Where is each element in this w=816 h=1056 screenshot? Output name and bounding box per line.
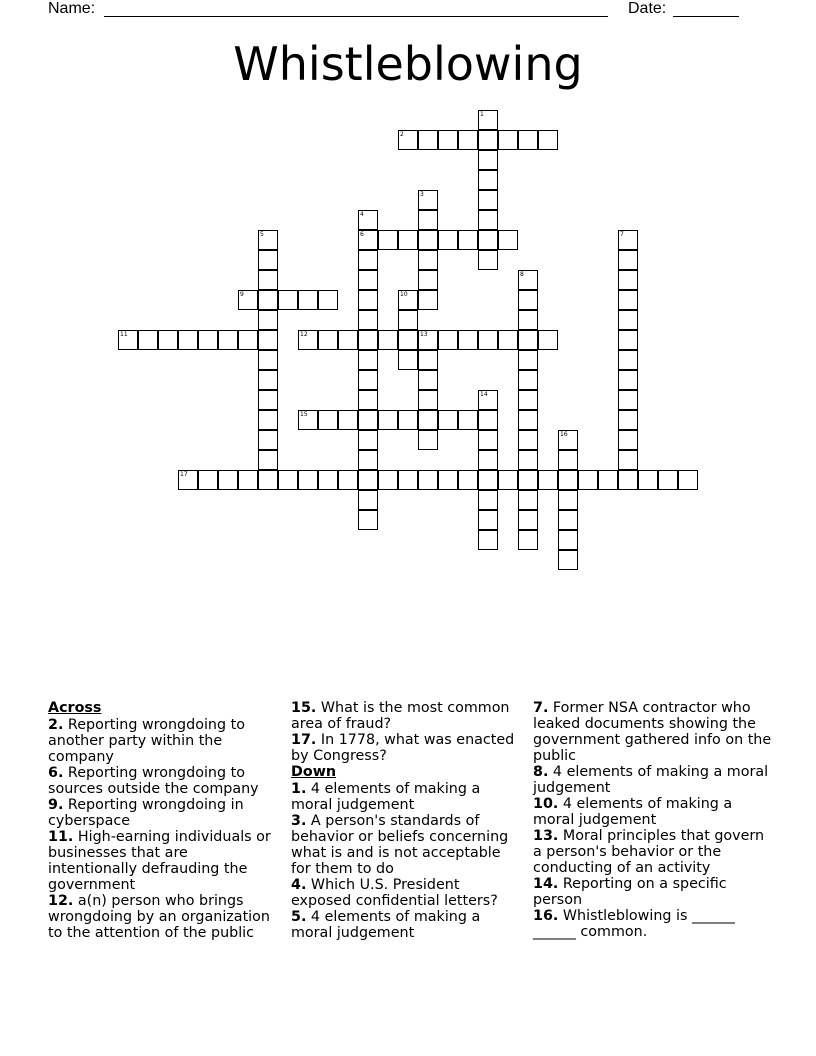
clue-text: Reporting wrongdoing to another party within the company bbox=[48, 717, 245, 765]
grid-cell[interactable] bbox=[398, 470, 418, 490]
grid-cell[interactable] bbox=[518, 430, 538, 450]
grid-cell[interactable] bbox=[358, 330, 378, 350]
grid-cell[interactable] bbox=[338, 470, 358, 490]
clue-number-label: 16 bbox=[560, 431, 568, 438]
clue-number: 2. bbox=[48, 717, 64, 733]
clue-number-label: 9 bbox=[240, 291, 244, 298]
down-clue bbox=[533, 700, 773, 764]
clues-column-3 bbox=[533, 700, 773, 940]
clue-number-label: 11 bbox=[120, 331, 128, 338]
grid-cell[interactable] bbox=[438, 410, 458, 430]
grid-cell[interactable] bbox=[618, 290, 638, 310]
grid-cell[interactable] bbox=[478, 410, 498, 430]
grid-cell[interactable] bbox=[478, 170, 498, 190]
grid-cell[interactable] bbox=[538, 130, 558, 150]
grid-cell[interactable] bbox=[618, 430, 638, 450]
grid-cell[interactable] bbox=[598, 470, 618, 490]
grid-cell[interactable] bbox=[398, 330, 418, 350]
clue-number-label: 14 bbox=[480, 391, 488, 398]
grid-cell[interactable] bbox=[618, 370, 638, 390]
grid-cell[interactable] bbox=[478, 530, 498, 550]
grid-cell[interactable] bbox=[478, 330, 498, 350]
grid-cell[interactable] bbox=[618, 350, 638, 370]
grid-cell[interactable] bbox=[298, 470, 318, 490]
clue-text: Moral principles that govern a person's behavior or the conducting of an activity bbox=[533, 828, 765, 876]
grid-cell[interactable] bbox=[318, 290, 338, 310]
grid-cell[interactable] bbox=[178, 330, 198, 350]
grid-cell[interactable] bbox=[518, 530, 538, 550]
down-clue bbox=[533, 764, 773, 796]
clue-number: 3. bbox=[291, 813, 307, 829]
grid-cell[interactable] bbox=[618, 410, 638, 430]
down-clues-part-1 bbox=[291, 781, 523, 941]
down-clues-part-2 bbox=[533, 700, 773, 940]
clue-text: Former NSA contractor who leaked documents showing the government gathered info on the public bbox=[533, 700, 772, 764]
grid-cell[interactable] bbox=[558, 510, 578, 530]
grid-cell[interactable] bbox=[358, 390, 378, 410]
grid-cell[interactable] bbox=[258, 430, 278, 450]
grid-cell[interactable] bbox=[638, 470, 658, 490]
clue-text: 4 elements of making a moral judgement bbox=[533, 764, 769, 796]
grid-cell[interactable] bbox=[338, 410, 358, 430]
clue-number: 4. bbox=[291, 877, 307, 893]
grid-cell[interactable] bbox=[498, 330, 518, 350]
grid-cell[interactable] bbox=[358, 430, 378, 450]
down-clue bbox=[291, 781, 523, 813]
down-clue bbox=[533, 876, 773, 908]
grid-cell[interactable] bbox=[238, 330, 258, 350]
grid-cell[interactable] bbox=[518, 370, 538, 390]
grid-cell[interactable] bbox=[458, 470, 478, 490]
grid-cell[interactable] bbox=[498, 470, 518, 490]
grid-cell[interactable] bbox=[678, 470, 698, 490]
grid-cell[interactable] bbox=[258, 350, 278, 370]
grid-cell[interactable] bbox=[518, 510, 538, 530]
grid-cell[interactable] bbox=[358, 270, 378, 290]
clue-number: 7. bbox=[533, 700, 549, 716]
grid-cell[interactable] bbox=[358, 290, 378, 310]
grid-cell[interactable] bbox=[618, 250, 638, 270]
grid-cell[interactable] bbox=[478, 510, 498, 530]
clue-text: What is the most common area of fraud? bbox=[291, 700, 510, 732]
clue-text: 4 elements of making a moral judgement bbox=[533, 796, 733, 828]
clue-number-label: 13 bbox=[420, 331, 428, 338]
clue-number-label: 2 bbox=[400, 131, 404, 138]
grid-cell[interactable] bbox=[538, 470, 558, 490]
name-label: Name: bbox=[48, 0, 96, 17]
grid-cell[interactable] bbox=[438, 230, 458, 250]
down-clue bbox=[291, 813, 523, 877]
grid-cell[interactable] bbox=[338, 330, 358, 350]
grid-cell[interactable] bbox=[458, 130, 478, 150]
across-clues-part-2 bbox=[291, 700, 523, 764]
across-clue bbox=[291, 732, 523, 764]
grid-cell[interactable] bbox=[358, 450, 378, 470]
grid-cell[interactable] bbox=[398, 310, 418, 330]
grid-cell[interactable] bbox=[558, 530, 578, 550]
grid-cell[interactable] bbox=[358, 410, 378, 430]
grid-cell[interactable] bbox=[218, 470, 238, 490]
grid-cell[interactable] bbox=[358, 470, 378, 490]
across-clue bbox=[48, 829, 280, 893]
grid-cell[interactable] bbox=[378, 330, 398, 350]
grid-cell[interactable] bbox=[478, 130, 498, 150]
grid-cell[interactable] bbox=[418, 390, 438, 410]
grid-cell[interactable] bbox=[158, 330, 178, 350]
grid-cell[interactable] bbox=[318, 470, 338, 490]
grid-cell[interactable] bbox=[358, 510, 378, 530]
clue-text: a(n) person who brings wrongdoing by an organization to the attention of the public bbox=[48, 893, 270, 941]
clue-text: High-earning individuals or businesses that are intentionally defrauding the government bbox=[48, 829, 271, 893]
grid-cell[interactable] bbox=[358, 250, 378, 270]
grid-cell[interactable] bbox=[458, 330, 478, 350]
grid-cell[interactable] bbox=[478, 210, 498, 230]
grid-cell[interactable] bbox=[418, 230, 438, 250]
grid-cell[interactable] bbox=[358, 490, 378, 510]
grid-cell[interactable] bbox=[198, 470, 218, 490]
grid-cell[interactable] bbox=[558, 470, 578, 490]
clue-text: 4 elements of making a moral judgement bbox=[291, 781, 481, 813]
clue-text: Whistleblowing is ______ ______ common. bbox=[533, 908, 735, 940]
clue-number-label: 3 bbox=[420, 191, 424, 198]
clue-text: 4 elements of making a moral judgement bbox=[291, 909, 481, 941]
clue-text: Which U.S. President exposed confidential letters? bbox=[291, 877, 498, 909]
grid-cell[interactable] bbox=[458, 410, 478, 430]
clue-number: 10. bbox=[533, 796, 559, 812]
grid-cell[interactable] bbox=[438, 470, 458, 490]
grid-cell[interactable] bbox=[418, 410, 438, 430]
clues-column-1 bbox=[48, 700, 280, 941]
grid-cell[interactable] bbox=[478, 250, 498, 270]
grid-cell[interactable] bbox=[198, 330, 218, 350]
grid-cell[interactable] bbox=[578, 470, 598, 490]
clue-number-label: 6 bbox=[360, 231, 364, 238]
grid-cell[interactable] bbox=[278, 470, 298, 490]
grid-cell[interactable] bbox=[358, 350, 378, 370]
clue-number: 16. bbox=[533, 908, 559, 924]
grid-cell[interactable] bbox=[298, 290, 318, 310]
grid-cell[interactable] bbox=[538, 330, 558, 350]
grid-cell[interactable] bbox=[518, 310, 538, 330]
grid-cell[interactable] bbox=[418, 210, 438, 230]
across-clue bbox=[48, 717, 280, 765]
grid-cell[interactable] bbox=[618, 450, 638, 470]
grid-cell[interactable] bbox=[498, 230, 518, 250]
grid-cell[interactable] bbox=[618, 390, 638, 410]
grid-cell[interactable] bbox=[418, 130, 438, 150]
grid-cell[interactable] bbox=[618, 310, 638, 330]
grid-cell[interactable] bbox=[258, 450, 278, 470]
grid-cell[interactable] bbox=[278, 290, 298, 310]
grid-cell[interactable] bbox=[258, 290, 278, 310]
grid-cell[interactable] bbox=[218, 330, 238, 350]
across-clue bbox=[48, 797, 280, 829]
grid-cell[interactable] bbox=[258, 410, 278, 430]
grid-cell[interactable] bbox=[518, 290, 538, 310]
grid-cell[interactable] bbox=[258, 390, 278, 410]
clue-number-label: 4 bbox=[360, 211, 364, 218]
clue-number-label: 8 bbox=[520, 271, 524, 278]
down-clue bbox=[533, 828, 773, 876]
clue-number: 9. bbox=[48, 797, 64, 813]
grid-cell[interactable] bbox=[358, 370, 378, 390]
clue-text: Reporting wrongdoing in cyberspace bbox=[48, 797, 244, 829]
grid-cell[interactable] bbox=[438, 130, 458, 150]
down-clue bbox=[291, 877, 523, 909]
grid-cell[interactable] bbox=[398, 350, 418, 370]
grid-cell[interactable] bbox=[358, 310, 378, 330]
grid-cell[interactable] bbox=[518, 490, 538, 510]
grid-cell[interactable] bbox=[258, 270, 278, 290]
clue-number: 8. bbox=[533, 764, 549, 780]
grid-cell[interactable] bbox=[438, 330, 458, 350]
grid-cell[interactable] bbox=[518, 330, 538, 350]
clue-number: 15. bbox=[291, 700, 317, 716]
grid-cell[interactable] bbox=[458, 230, 478, 250]
clues-column-2 bbox=[291, 700, 523, 941]
grid-cell[interactable] bbox=[478, 190, 498, 210]
grid-cell[interactable] bbox=[518, 350, 538, 370]
grid-cell[interactable] bbox=[378, 410, 398, 430]
grid-cell[interactable] bbox=[418, 470, 438, 490]
down-clue bbox=[291, 909, 523, 941]
clue-number-label: 17 bbox=[180, 471, 188, 478]
clue-number: 1. bbox=[291, 781, 307, 797]
grid-cell[interactable] bbox=[478, 470, 498, 490]
grid-cell[interactable] bbox=[478, 230, 498, 250]
grid-cell[interactable] bbox=[318, 330, 338, 350]
clue-number: 5. bbox=[291, 909, 307, 925]
grid-cell[interactable] bbox=[618, 330, 638, 350]
clue-number-label: 1 bbox=[480, 111, 484, 118]
clue-number: 17. bbox=[291, 732, 317, 748]
clue-number-label: 15 bbox=[300, 411, 308, 418]
grid-cell[interactable] bbox=[518, 390, 538, 410]
clue-text: Reporting on a specific person bbox=[533, 876, 727, 908]
grid-cell[interactable] bbox=[258, 330, 278, 350]
across-clue bbox=[291, 700, 523, 732]
grid-cell[interactable] bbox=[418, 370, 438, 390]
clue-number-label: 7 bbox=[620, 231, 624, 238]
grid-cell[interactable] bbox=[378, 470, 398, 490]
clue-number: 14. bbox=[533, 876, 559, 892]
down-clue bbox=[533, 796, 773, 828]
grid-cell[interactable] bbox=[558, 550, 578, 570]
grid-cell[interactable] bbox=[258, 250, 278, 270]
grid-cell[interactable] bbox=[418, 290, 438, 310]
grid-cell[interactable] bbox=[318, 410, 338, 430]
grid-cell[interactable] bbox=[418, 250, 438, 270]
grid-cell[interactable] bbox=[258, 310, 278, 330]
grid-cell[interactable] bbox=[518, 450, 538, 470]
grid-cell[interactable] bbox=[138, 330, 158, 350]
grid-cell[interactable] bbox=[558, 450, 578, 470]
grid-cell[interactable] bbox=[478, 450, 498, 470]
clue-text: Reporting wrongdoing to sources outside the company bbox=[48, 765, 259, 797]
grid-cell[interactable] bbox=[418, 270, 438, 290]
clue-number: 6. bbox=[48, 765, 64, 781]
grid-cell[interactable] bbox=[398, 230, 418, 250]
down-heading: Down bbox=[291, 764, 337, 780]
across-heading: Across bbox=[48, 700, 102, 716]
clue-text: In 1778, what was enacted by Congress? bbox=[291, 732, 515, 764]
across-clue bbox=[48, 765, 280, 797]
clue-number-label: 5 bbox=[260, 231, 264, 238]
grid-cell[interactable] bbox=[378, 230, 398, 250]
grid-cell[interactable] bbox=[558, 490, 578, 510]
grid-cell[interactable] bbox=[518, 410, 538, 430]
grid-cell[interactable] bbox=[418, 430, 438, 450]
grid-cell[interactable] bbox=[418, 350, 438, 370]
grid-cell[interactable] bbox=[238, 470, 258, 490]
grid-cell[interactable] bbox=[518, 470, 538, 490]
grid-cell[interactable] bbox=[618, 270, 638, 290]
grid-cell[interactable] bbox=[518, 130, 538, 150]
clue-text: A person's standards of behavior or beliefs concerning what is and is not acceptable for them to do bbox=[291, 813, 509, 877]
clue-number-label: 12 bbox=[300, 331, 308, 338]
clue-number: 13. bbox=[533, 828, 559, 844]
grid-cell[interactable] bbox=[478, 430, 498, 450]
across-clue bbox=[48, 893, 280, 941]
date-label: Date: bbox=[628, 0, 667, 17]
clue-number: 12. bbox=[48, 893, 74, 909]
grid-cell[interactable] bbox=[658, 470, 678, 490]
clue-number-label: 10 bbox=[400, 291, 408, 298]
grid-cell[interactable] bbox=[398, 410, 418, 430]
grid-cell[interactable] bbox=[618, 470, 638, 490]
down-clue bbox=[533, 908, 773, 940]
clue-number: 11. bbox=[48, 829, 74, 845]
grid-cell[interactable] bbox=[498, 130, 518, 150]
grid-cell[interactable] bbox=[478, 150, 498, 170]
puzzle-title: Whistleblowing bbox=[233, 37, 583, 91]
across-clues-part-1 bbox=[48, 717, 280, 941]
grid-cell[interactable] bbox=[258, 470, 278, 490]
grid-cell[interactable] bbox=[258, 370, 278, 390]
grid-cell[interactable] bbox=[478, 490, 498, 510]
